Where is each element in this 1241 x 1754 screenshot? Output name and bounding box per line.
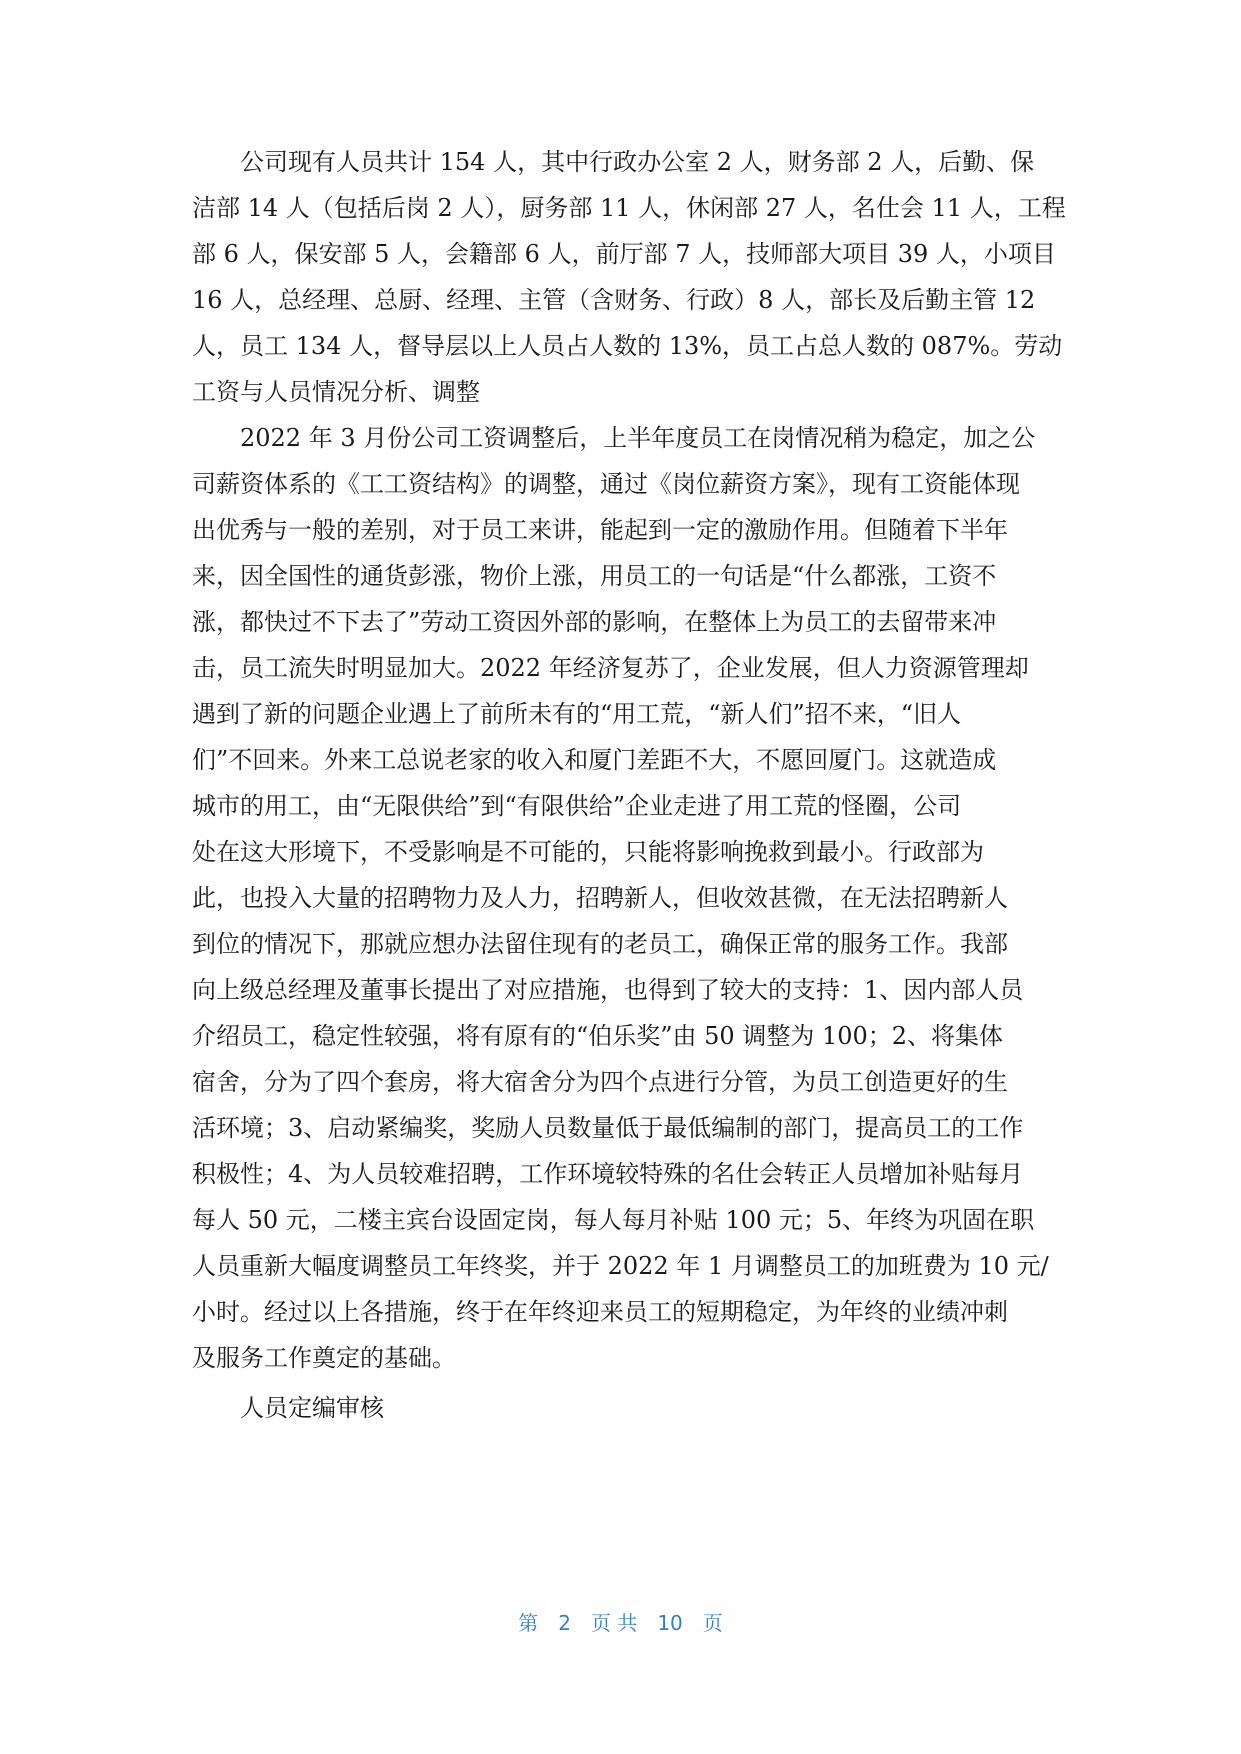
paragraph-2-line: 到位的情况下，那就应想办法留住现有的老员工，确保正常的服务工作。我部 [192, 930, 1008, 958]
paragraph-2-line: 介绍员工，稳定性较强，将有原有的“伯乐奖”由 50 调整为 100；2、将集体 [192, 1022, 1004, 1050]
paragraph-2-line: 积极性；4、为人员较难招聘，工作环境较特殊的名仕会转正人员增加补贴每月 [192, 1160, 1024, 1188]
paragraph-2-line: 城市的用工，由“无限供给”到“有限供给”企业走进了用工荒的怪圈，公司 [192, 792, 962, 820]
paragraph-1-line: 人，员工 134 人，督导层以上人员占人数的 13%，员工占总人数的 087%。劳动 [192, 332, 1063, 360]
paragraph-2-line: 击，员工流失时明显加大。2022 年经济复苏了，企业发展，但人力资源管理却 [192, 654, 1029, 682]
paragraph-1-line: 工资与人员情况分析、调整 [192, 378, 480, 406]
page-number-footer: 第 2 页 共 10 页 [518, 1611, 723, 1635]
paragraph-2-line: 来，因全国性的通货彭涨，物价上涨，用员工的一句话是“什么都涨，工资不 [192, 562, 997, 590]
paragraph-1-line: 公司现有人员共计 154 人，其中行政办公室 2 人，财务部 2 人，后勤、保 [240, 148, 1035, 176]
paragraph-2-line: 涨，都快过不下去了”劳动工资因外部的影响，在整体上为员工的去留带来冲 [192, 608, 997, 636]
paragraph-2-line: 2022 年 3 月份公司工资调整后，上半年度员工在岗情况稍为稳定，加之公 [240, 424, 1036, 452]
paragraph-2-line: 每人 50 元，二楼主宾台设固定岗，每人每月补贴 100 元；5、年终为巩固在职 [192, 1206, 1035, 1234]
paragraph-2-line: 人员重新大幅度调整员工年终奖，并于 2022 年 1 月调整员工的加班费为 10 元/ [192, 1252, 1049, 1280]
paragraph-2-line: 遇到了新的问题企业遇上了前所未有的“用工荒，“新人们”招不来，“旧人 [192, 700, 962, 728]
paragraph-2-line: 们”不回来。外来工总说老家的收入和厦门差距不大，不愿回厦门。这就造成 [192, 746, 997, 774]
paragraph-2-line: 宿舍，分为了四个套房，将大宿舍分为四个点进行分管，为员工创造更好的生 [192, 1068, 1008, 1096]
paragraph-2-line: 小时。经过以上各措施，终于在年终迎来员工的短期稳定，为年终的业绩冲刺 [192, 1298, 1008, 1326]
paragraph-2-line: 及服务工作奠定的基础。 [192, 1344, 456, 1372]
paragraph-2-line: 向上级总经理及董事长提出了对应措施，也得到了较大的支持：1、因内部人员 [192, 976, 1024, 1004]
paragraph-2-line: 司薪资体系的《工工资结构》的调整，通过《岗位薪资方案》，现有工资能体现 [192, 470, 1020, 498]
paragraph-1-line: 16 人，总经理、总厨、经理、主管（含财务、行政）8 人，部长及后勤主管 12 [192, 286, 1036, 314]
paragraph-2-line: 处在这大形境下，不受影响是不可能的，只能将影响挽救到最小。行政部为 [192, 838, 984, 866]
paragraph-1-line: 洁部 14 人（包括后岗 2 人），厨务部 11 人，休闲部 27 人，名仕会 11 人，工程 [192, 194, 1066, 222]
section-heading: 人员定编审核 [240, 1394, 384, 1422]
paragraph-2-line: 此，也投入大量的招聘物力及人力，招聘新人，但收效甚微，在无法招聘新人 [192, 884, 1008, 912]
paragraph-1-line: 部 6 人，保安部 5 人，会籍部 6 人，前厅部 7 人，技师部大项目 39 人，小项目 [192, 240, 1056, 268]
paragraph-2-line: 出优秀与一般的差别，对于员工来讲，能起到一定的激励作用。但随着下半年 [192, 516, 1008, 544]
paragraph-2-line: 活环境；3、启动紧编奖，奖励人员数量低于最低编制的部门，提高员工的工作 [192, 1114, 1024, 1142]
